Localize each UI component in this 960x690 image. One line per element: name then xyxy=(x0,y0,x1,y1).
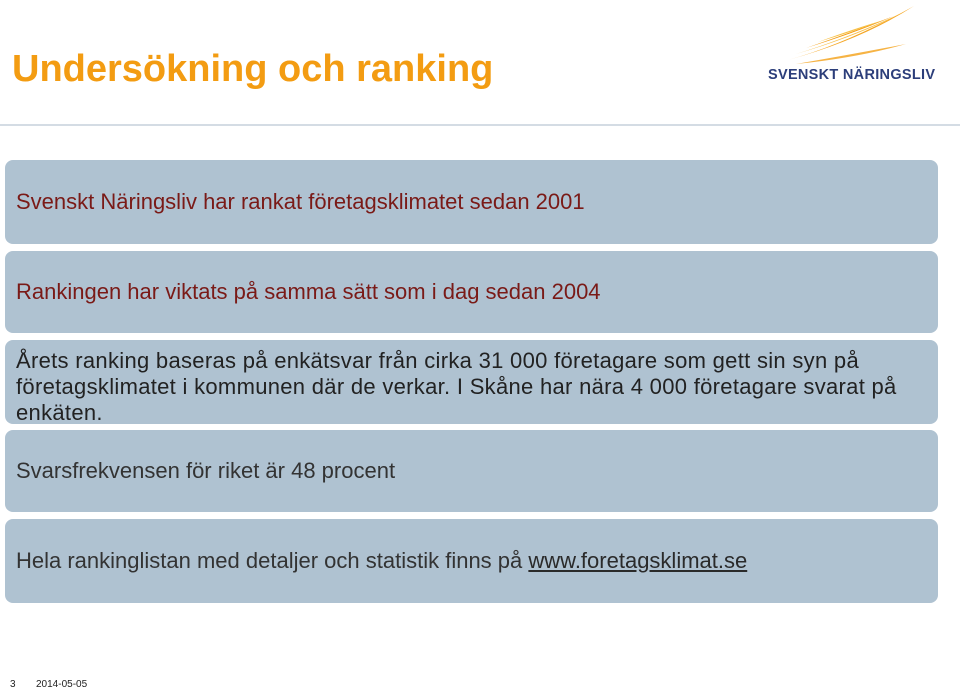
bullet-text-4: Svarsfrekvensen för riket är 48 procent xyxy=(16,458,396,483)
bullet-text-2: Rankingen har viktats på samma sätt som i dag sedan 2004 xyxy=(16,279,601,304)
title-divider xyxy=(0,124,960,126)
bullet-box-4 xyxy=(5,430,938,512)
bullet-text-5 xyxy=(16,548,747,574)
bullet-box-5 xyxy=(5,519,938,603)
foretagsklimat-link[interactable]: www.foretagsklimat.se xyxy=(528,548,748,573)
bullet-text-1: Svenskt Näringsliv har rankat företagsklimatet sedan 2001 xyxy=(16,189,585,214)
bullet-box-1 xyxy=(5,160,938,244)
bullet-text-3: Årets ranking baseras på enkätsvar från cirka 31 000 företagare som gett sin syn på företagsklimatet i kommunen där de verkar. I Skåne har nära 4 000 företagare svarat på enkäten. xyxy=(16,348,897,425)
bullet-text-5-prefix: Hela rankinglistan med detaljer och statistik finns på xyxy=(16,548,529,573)
wing-logo-icon xyxy=(766,4,936,68)
slide-title: Undersökning och ranking xyxy=(12,48,494,90)
slide-number: 3 xyxy=(10,679,16,690)
svenskt-naringsliv-logo xyxy=(766,4,936,84)
bullet-box-2 xyxy=(5,251,938,333)
slide-date: 2014-05-05 xyxy=(36,679,88,690)
bullet-box-3 xyxy=(5,340,938,424)
logo-wordmark: SVENSKT NÄRINGSLIV xyxy=(768,67,936,83)
